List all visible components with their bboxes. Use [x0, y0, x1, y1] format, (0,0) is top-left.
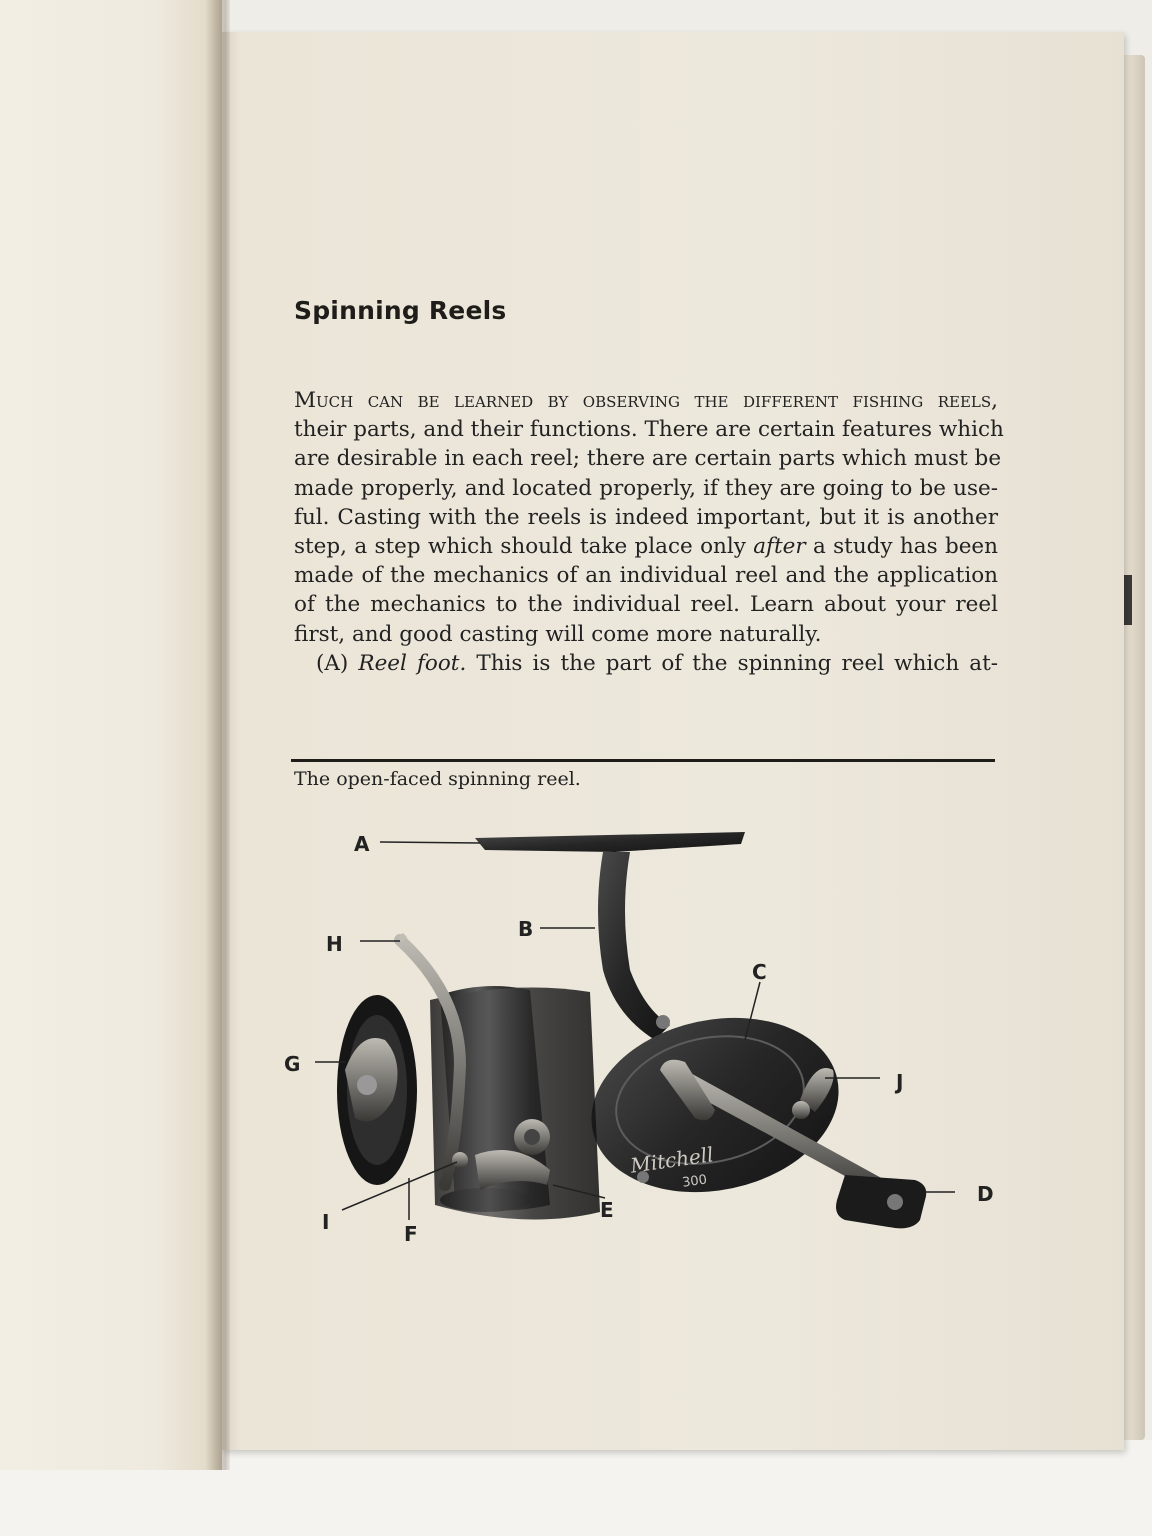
subsection-term: Reel foot.	[358, 650, 467, 676]
text-line: of the mechanics to the individual reel. Learn about your reel	[294, 592, 998, 618]
callout-a: A	[354, 832, 370, 856]
subsection-text: This is the part of the spinning reel which at-	[466, 650, 998, 676]
callout-f: F	[404, 1222, 418, 1246]
reel-foot	[475, 832, 745, 852]
callout-i: I	[322, 1210, 330, 1234]
text-line: are desirable in each reel; there are certain parts which must be	[294, 446, 1002, 472]
left-page	[0, 0, 222, 1470]
text-line	[294, 386, 998, 415]
text-fragment: a study has been	[805, 534, 999, 560]
reel-model: 300	[681, 1172, 708, 1191]
text-line: their parts, and their functions. There are certain features which	[294, 417, 1004, 443]
emphasis: after	[753, 534, 806, 560]
figure-rule	[291, 759, 995, 762]
spine-shadow	[206, 0, 230, 1470]
text-line: ful. Casting with the reels is indeed important, but it is another	[294, 504, 998, 530]
text-fragment: step, a step which should take place only	[294, 534, 754, 560]
body-text	[294, 386, 1004, 678]
callout-j: J	[896, 1070, 904, 1094]
subsection-prefix: (A)	[316, 650, 359, 676]
figure-caption: The open-faced spinning reel.	[294, 768, 581, 790]
spinning-reel-illustration	[285, 800, 1025, 1260]
lead-in: Much can be learned by observing the different fishing reels,	[294, 388, 998, 413]
text-line: made of the mechanics of an individual reel and the application	[294, 563, 998, 589]
reel-stem	[598, 852, 670, 1040]
callout-b: B	[518, 917, 534, 941]
text-line: made properly, and located properly, if they are going to be use-	[294, 475, 998, 501]
page-heading: Spinning Reels	[294, 296, 507, 325]
subsection-line	[294, 649, 998, 678]
callout-g: G	[284, 1052, 301, 1076]
text-line	[294, 532, 998, 561]
callout-c: C	[752, 960, 767, 984]
drag-knob	[337, 995, 417, 1185]
text-line: first, and good casting will come more naturally.	[294, 621, 822, 647]
callout-d: D	[977, 1182, 994, 1206]
callout-e: E	[600, 1198, 614, 1222]
reel-brand: Mitchell	[628, 1142, 715, 1178]
callout-h: H	[326, 932, 343, 956]
